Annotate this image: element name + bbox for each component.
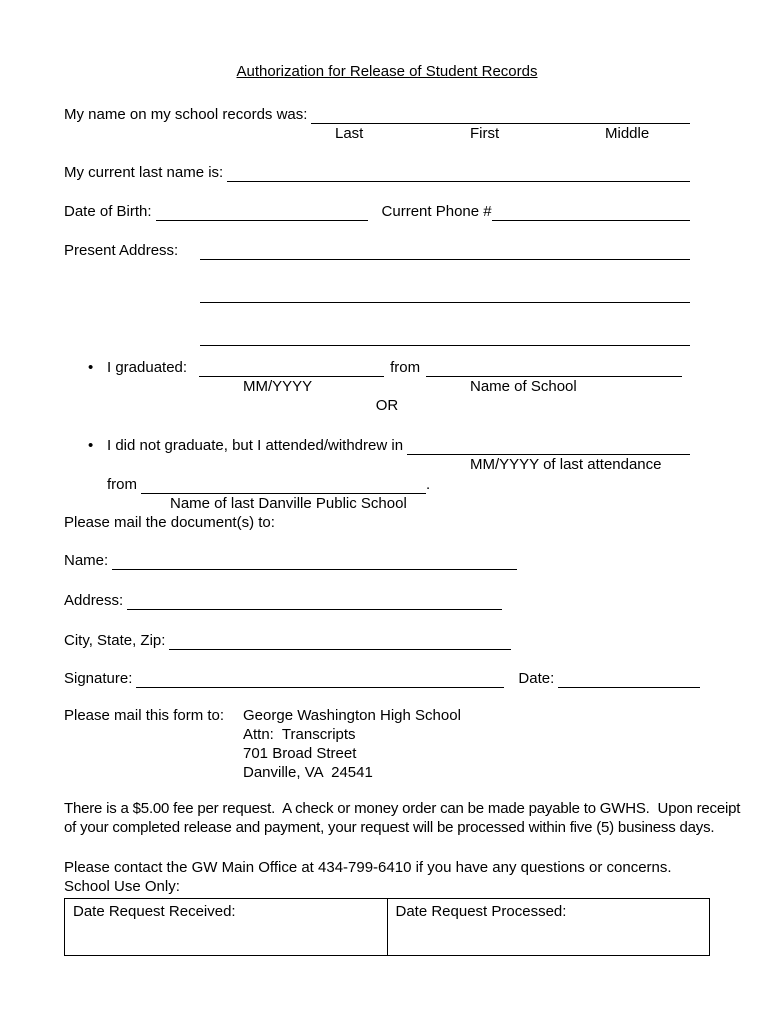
not-graduated-label: I did not graduate, but I attended/withdrew in: [107, 437, 404, 454]
document-title: Authorization for Release of Student Records: [236, 63, 538, 80]
date-label: Date:: [518, 670, 555, 687]
graduated-school-line[interactable]: [426, 357, 682, 377]
graduated-row: [88, 357, 710, 377]
bullet-icon: •: [88, 437, 94, 454]
mail-address-line[interactable]: [127, 590, 502, 610]
date-processed-cell[interactable]: [387, 899, 710, 956]
mail-form-address: [243, 706, 461, 782]
date-line[interactable]: [558, 668, 700, 688]
present-address-line-3[interactable]: [200, 326, 690, 346]
present-address-row-3: [200, 326, 710, 346]
signature-line[interactable]: [136, 668, 504, 688]
mail-name-label: Name:: [64, 552, 109, 569]
fee-notice-line-1: There is a $5.00 fee per request. A check or money order can be made payable to GWHS. Upon receipt: [64, 800, 741, 817]
not-graduated-sublabel-row: [64, 455, 710, 474]
date-received-cell[interactable]: [65, 899, 388, 956]
name-on-records-row: [64, 104, 710, 124]
phone-line[interactable]: [492, 201, 690, 221]
mail-form-label: Please mail this form to:: [64, 707, 225, 724]
date-processed-label: Date Request Processed:: [395, 903, 567, 920]
fee-notice: [64, 799, 741, 837]
date-received-label: Date Request Received:: [73, 903, 236, 920]
mail-address-row: [64, 590, 710, 610]
name-on-records-label: My name on my school records was:: [64, 106, 308, 123]
last-school-from-label: from: [107, 476, 137, 493]
current-last-name-row: [64, 162, 710, 182]
graduated-date-sublabel: MM/YYYY: [243, 378, 313, 395]
attendance-date-sublabel: MM/YYYY of last attendance: [470, 456, 662, 473]
bullet-icon: •: [88, 359, 94, 376]
mail-city-line[interactable]: [169, 630, 511, 650]
mail-form-recipient: George Washington High School: [243, 707, 461, 724]
dob-label: Date of Birth:: [64, 203, 152, 220]
present-address-row-2: [200, 283, 710, 303]
graduated-sublabels-row: [64, 377, 710, 396]
mail-form-attn: Attn: Transcripts: [243, 726, 356, 743]
present-address-label: Present Address:: [64, 242, 179, 259]
present-address-line-1[interactable]: [200, 240, 690, 260]
sublabel-last: Last: [335, 125, 364, 142]
graduated-label: I graduated:: [107, 359, 188, 376]
current-last-name-label: My current last name is:: [64, 164, 224, 181]
contact-line: Please contact the GW Main Office at 434-799-6410 if you have any questions or concerns.: [64, 859, 672, 876]
name-sublabels-row: [64, 124, 710, 143]
mail-form-city: Danville, VA 24541: [243, 764, 373, 781]
present-address-row: [64, 240, 710, 260]
last-school-sublabel: Name of last Danville Public School: [170, 495, 407, 512]
or-label: OR: [375, 397, 399, 414]
mail-address-label: Address:: [64, 592, 124, 609]
last-school-line[interactable]: [141, 474, 426, 494]
graduated-from-label: from: [390, 359, 421, 376]
mail-documents-intro: Please mail the document(s) to:: [64, 514, 275, 531]
mail-form-block: [64, 706, 710, 782]
mail-form-street: 701 Broad Street: [243, 745, 357, 762]
school-use-label: School Use Only:: [64, 878, 180, 895]
signature-row: [64, 668, 710, 688]
withdrew-date-line[interactable]: [407, 435, 690, 455]
graduated-school-sublabel: Name of School: [470, 378, 577, 395]
last-school-row: [107, 474, 710, 494]
mail-name-line[interactable]: [112, 550, 517, 570]
sublabel-first: First: [470, 125, 500, 142]
signature-label: Signature:: [64, 670, 133, 687]
table-row: [65, 899, 710, 956]
dob-phone-row: [64, 201, 710, 221]
current-last-name-line[interactable]: [227, 162, 690, 182]
not-graduated-row: [88, 435, 710, 455]
mail-city-row: [64, 630, 710, 650]
graduated-date-line[interactable]: [199, 357, 384, 377]
last-school-period: .: [426, 476, 431, 493]
school-use-table: [64, 898, 710, 956]
name-on-records-line[interactable]: [311, 104, 690, 124]
present-address-line-2[interactable]: [200, 283, 690, 303]
sublabel-middle: Middle: [605, 125, 650, 142]
mail-name-row: [64, 550, 710, 570]
phone-label: Current Phone #: [381, 203, 492, 220]
fee-notice-line-2: of your completed release and payment, your request will be processed within five (5) business days.: [64, 819, 715, 836]
mail-city-label: City, State, Zip:: [64, 632, 166, 649]
dob-line[interactable]: [156, 201, 368, 221]
